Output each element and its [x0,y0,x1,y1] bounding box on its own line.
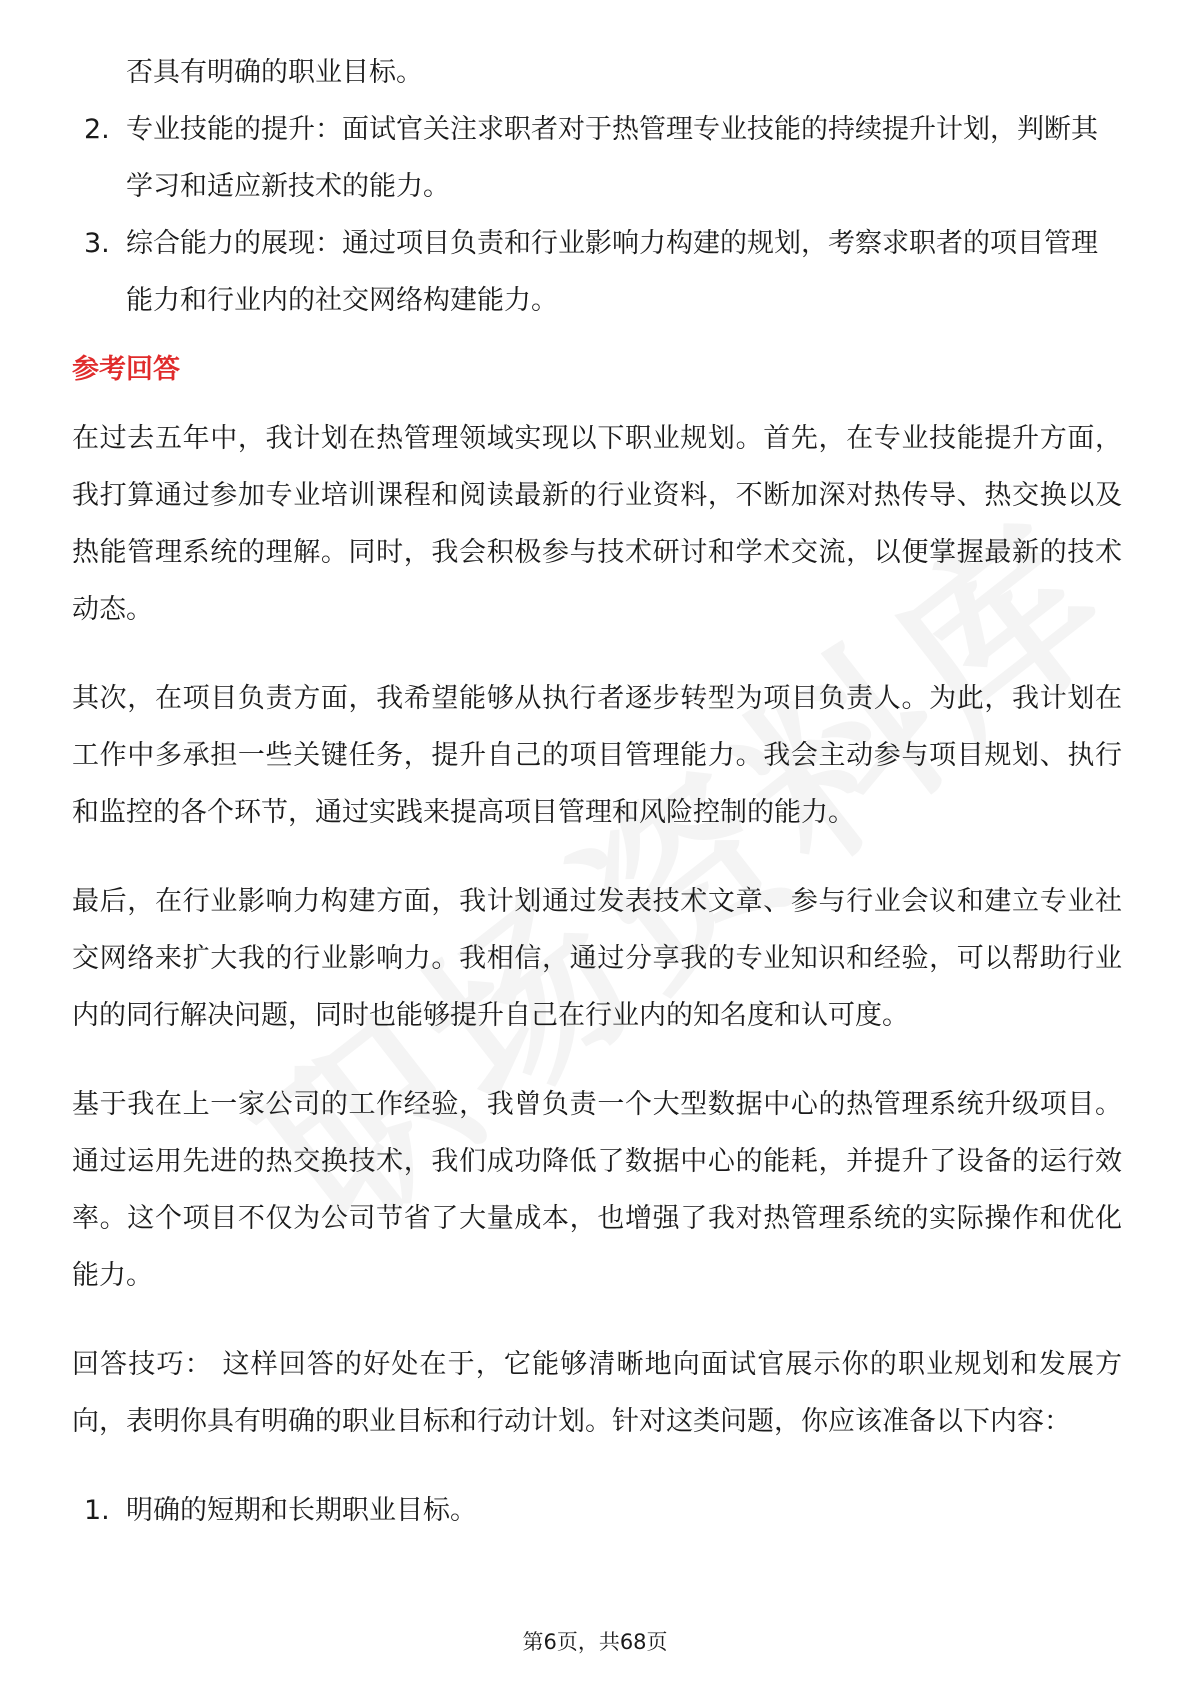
page-content [72,44,1122,1539]
list-item-text: 综合能力的展现：通过项目负责和行业影响力构建的规划，考察求职者的项目管理能力和行业内的社交网络构建能力。 [126,228,1098,316]
answer-tips-paragraph: 回答技巧： 这样回答的好处在于，它能够清晰地向面试官展示你的职业规划和发展方向，表明你具有明确的职业目标和行动计划。针对这类问题，你应该准备以下内容： [72,1349,1122,1437]
list-item [72,215,1122,329]
answer-paragraph: 其次，在项目负责方面，我希望能够从执行者逐步转型为项目负责人。为此，我计划在工作中多承担一些关键任务，提升自己的项目管理能力。我会主动参与项目规划、执行和监控的各个环节，通过实践来提高项目管理和风险控制的能力。 [72,683,1122,828]
list-item [72,1482,1122,1539]
tips-list [72,1482,1122,1539]
list-item-text: 专业技能的提升：面试官关注求职者对于热管理专业技能的持续提升计划，判断其学习和适应新技术的能力。 [126,114,1098,202]
page-number-footer: 第6页，共68页 [522,1630,668,1654]
answer-paragraph: 在过去五年中，我计划在热管理领域实现以下职业规划。首先，在专业技能提升方面，我打算通过参加专业培训课程和阅读最新的行业资料，不断加深对热传导、热交换以及热能管理系统的理解。同时，我会积极参与技术研讨和学术交流，以便掌握最新的技术动态。 [72,423,1122,625]
list-item-number: 2. [84,114,110,145]
list-item [72,101,1122,215]
reference-answer-heading: 参考回答 [72,354,180,385]
list-item-number: 1. [84,1495,110,1526]
answer-paragraph: 基于我在上一家公司的工作经验，我曾负责一个大型数据中心的热管理系统升级项目。通过运用先进的热交换技术，我们成功降低了数据中心的能耗，并提升了设备的运行效率。这个项目不仅为公司节省了大量成本，也增强了我对热管理系统的实际操作和优化能力。 [72,1089,1122,1291]
list-item-number: 3. [84,228,110,259]
answer-paragraph: 最后，在行业影响力构建方面，我计划通过发表技术文章、参与行业会议和建立专业社交网络来扩大我的行业影响力。我相信，通过分享我的专业知识和经验，可以帮助行业内的同行解决问题，同时也能够提升自己在行业内的知名度和认可度。 [72,886,1122,1031]
list-continuation-line: 否具有明确的职业目标。 [126,57,423,88]
list-item-text: 明确的短期和长期职业目标。 [126,1495,477,1526]
criteria-list [72,101,1122,329]
